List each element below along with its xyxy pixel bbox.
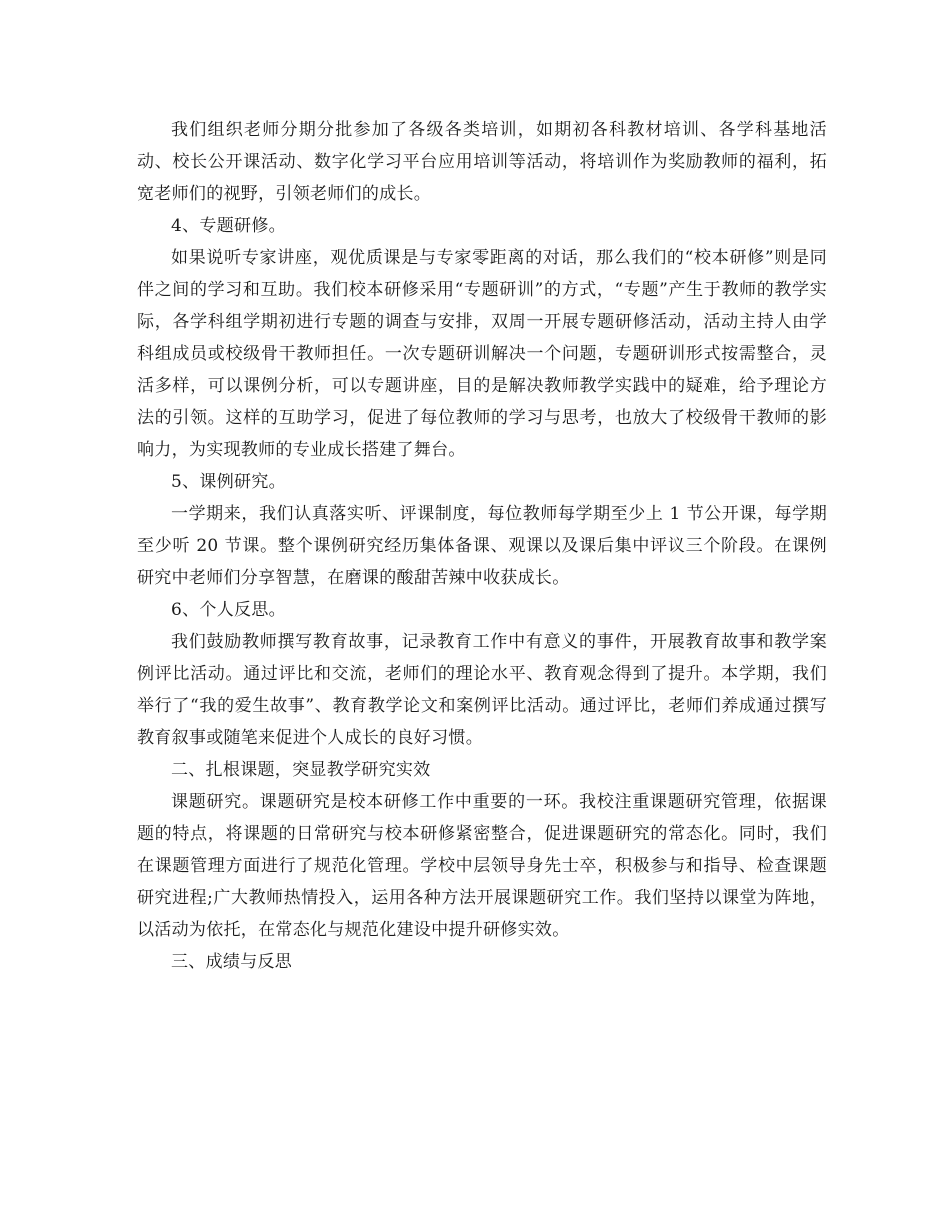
paragraph-lesson-study: 一学期来，我们认真落实听、评课制度，每位教师每学期至少上 1 节公开课，每学期至少听 20 节课。整个课例研究经历集体备课、观课以及课后集中评议三个阶段。在课例研究中老师们分享智慧，在磨课的酸甜苦辣中收获成长。	[137, 504, 827, 588]
paragraph-self-reflection: 我们鼓励教师撰写教育故事，记录教育工作中有意义的事件，开展教育故事和教学案例评比活动。通过评比和交流，老师们的理论水平、教育观念得到了提升。本学期，我们举行了“我的爱生故事”、教育教学论文和案例评比活动。通过评比，老师们养成通过撰写教育叙事或随笔来促进个人成长的良好习惯。	[137, 632, 827, 748]
heading-lesson-study: 5、课例研究。	[171, 472, 286, 492]
document-body	[137, 114, 827, 978]
paragraph-research-topic: 课题研究。课题研究是校本研修工作中重要的一环。我校注重课题研究管理，依据课题的特点，将课题的日常研究与校本研修紧密整合，促进课题研究的常态化。同时，我们在课题管理方面进行了规范化管理。学校中层领导身先士卒，积极参与和指导、检查课题研究进程;广大教师热情投入，运用各种方法开展课题研究工作。我们坚持以课堂为阵地，以活动为依托，在常态化与规范化建设中提升研修实效。	[137, 792, 827, 940]
heading-section-three: 三、成绩与反思	[171, 952, 293, 972]
heading-topic-study: 4、专题研修。	[171, 216, 286, 236]
heading-self-reflection: 6、个人反思。	[171, 600, 286, 620]
paragraph-topic-study: 如果说听专家讲座，观优质课是与专家零距离的对话，那么我们的“校本研修”则是同伴之间的学习和互助。我们校本研修采用“专题研训”的方式，“专题”产生于教师的教学实际，各学科组学期初进行专题的调查与安排，双周一开展专题研修活动，活动主持人由学科组成员或校级骨干教师担任。一次专题研训解决一个问题，专题研训形式按需整合，灵活多样，可以课例分析，可以专题讲座，目的是解决教师教学实践中的疑难，给予理论方法的引领。这样的互助学习，促进了每位教师的学习与思考，也放大了校级骨干教师的影响力，为实现教师的专业成长搭建了舞台。	[137, 248, 827, 460]
paragraph-training: 我们组织老师分期分批参加了各级各类培训，如期初各科教材培训、各学科基地活动、校长公开课活动、数字化学习平台应用培训等活动，将培训作为奖励教师的福利，拓宽老师们的视野，引领老师们的成长。	[137, 120, 827, 204]
heading-section-two: 二、扎根课题，突显教学研究实效	[171, 760, 431, 780]
